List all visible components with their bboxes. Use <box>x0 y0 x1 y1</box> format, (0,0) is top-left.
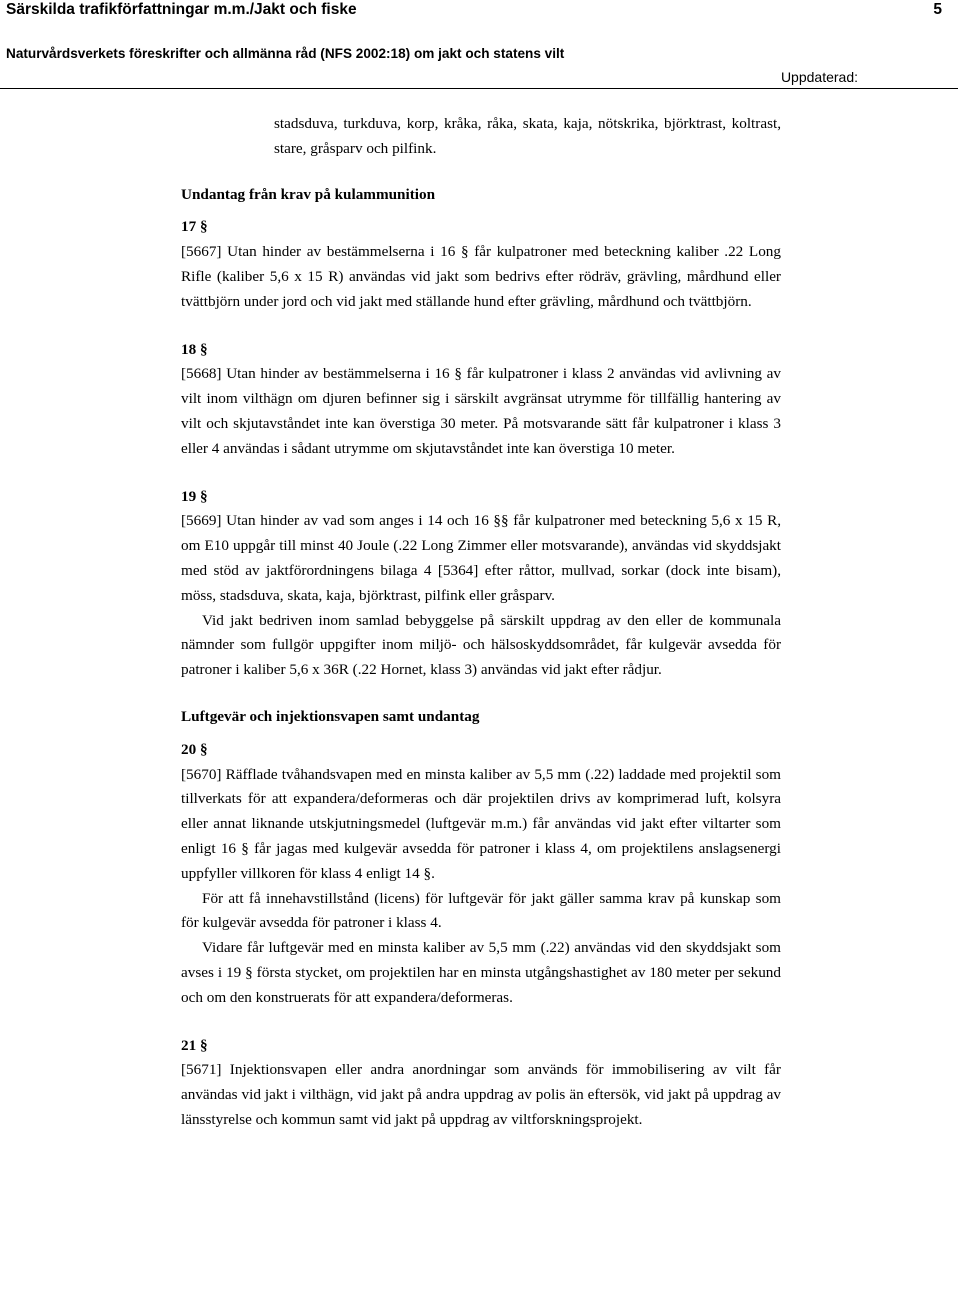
document-body <box>181 112 781 1133</box>
header-divider <box>0 88 958 89</box>
section-21-paragraph-1: [5671] Injektionsvapen eller andra anordningar som används för immobilisering av vilt får användas vid jakt i vilthägn, vid jakt på andra uppdrag av polis än eftersök, vid jakt på uppdrag av länsstyrelse och kommun samt vid jakt på uppdrag av viltforskningsprojekt. <box>181 1061 781 1128</box>
document-subtitle: Naturvårdsverkets föreskrifter och allmänna råd (NFS 2002:18) om jakt och statens vilt <box>6 46 565 61</box>
updated-label: Uppdaterad: <box>780 69 858 85</box>
section-18-paragraph-1: [5668] Utan hinder av bestämmelserna i 16 § får kulpatroner i klass 2 användas vid avlivning av vilt inom vilthägn om djuren befinner sig i särskilt avgränsat utrymme för tillfällig hantering av vilt och skjutavståndet inte kan överstiga 30 meter. På motsvarande sätt får kulpatroner i klass 3 eller 4 användas i sådant utrymme om skjutavståndet inte kan överstiga 10 meter. <box>181 365 781 457</box>
heading-luftgevar: Luftgevär och injektionsvapen samt undantag <box>181 707 480 725</box>
section-18-number: 18 § <box>181 340 208 358</box>
section-20-paragraph-3: Vidare får luftgevär med en minsta kaliber av 5,5 mm (.22) användas vid den skyddsjakt som avses i 19 § första stycket, om projektilen har en minsta utgångshastighet av 180 meter per sekund och om den konstruerats för att expandera/deformeras. <box>181 939 781 1006</box>
section-19-paragraph-2: Vid jakt bedriven inom samlad bebyggelse på särskilt uppdrag av den eller de kommunala nämnder som fullgör uppgifter inom miljö- och hälsoskyddsområdet, får kulgevär avsedda för patroner i kaliber 5,6 x 36R (.22 Hornet, klass 3) användas vid jakt efter rådjur. <box>181 611 781 679</box>
section-19-paragraph-1: [5669] Utan hinder av vad som anges i 14 och 16 §§ får kulpatroner med beteckning 5,6 x 15 R, om E10 uppgår till minst 40 Joule (.22 Long Zimmer eller motsvarande), användas vid skyddsjakt med stöd av jaktförordningens bilaga 4 [5364] efter råttor, mullvad, sorkar (dock inte bisam), möss, stadsduva, skata, kaja, björktrast, pilfink eller gråsparv. <box>181 512 781 604</box>
section-20-number: 20 § <box>181 740 208 758</box>
heading-undantag: Undantag från krav på kulammunition <box>181 185 436 203</box>
section-17-number: 17 § <box>181 218 208 236</box>
section-20-paragraph-1: [5670] Räfflade tvåhandsvapen med en minsta kaliber av 5,5 mm (.22) laddade med projektil som tillverkats för att expandera/deformeras och där projektilen drivs av komprimerad luft, kolsyra eller annat liknande utskjutningsmedel (luftgevär m.m.) får användas vid jakt efter viltarter som enligt 16 § får jagas med kulgevär avsedda för patroner i klass 4, om projektilens anslagsenergi uppfyller villkoren för klass 4 enligt 14 §. <box>181 765 781 882</box>
continuation-paragraph: stadsduva, turkduva, korp, kråka, råka, skata, kaja, nötskrika, björktrast, koltrast, stare, gråsparv och pilfink. <box>274 115 781 157</box>
page-number: 5 <box>933 1 942 18</box>
section-21-number: 21 § <box>181 1036 208 1054</box>
section-19-number: 19 § <box>181 487 208 505</box>
section-20-paragraph-2: För att få innehavstillstånd (licens) för luftgevär för jakt gäller samma krav på kunskap som för kulgevär avsedda för patroner i klass 4. <box>181 889 781 932</box>
section-17-paragraph-1: [5667] Utan hinder av bestämmelserna i 16 § får kulpatroner med beteckning kaliber .22 Long Rifle (kaliber 5,6 x 15 R) användas vid jakt som bedrivs efter rödräv, grävling, mårdhund eller tvättbjörn under jord och vid jakt med ställande hund efter grävling, mårdhund och tvättbjörn. <box>181 243 781 310</box>
document-title: Särskilda trafikförfattningar m.m./Jakt och fiske <box>6 1 357 18</box>
